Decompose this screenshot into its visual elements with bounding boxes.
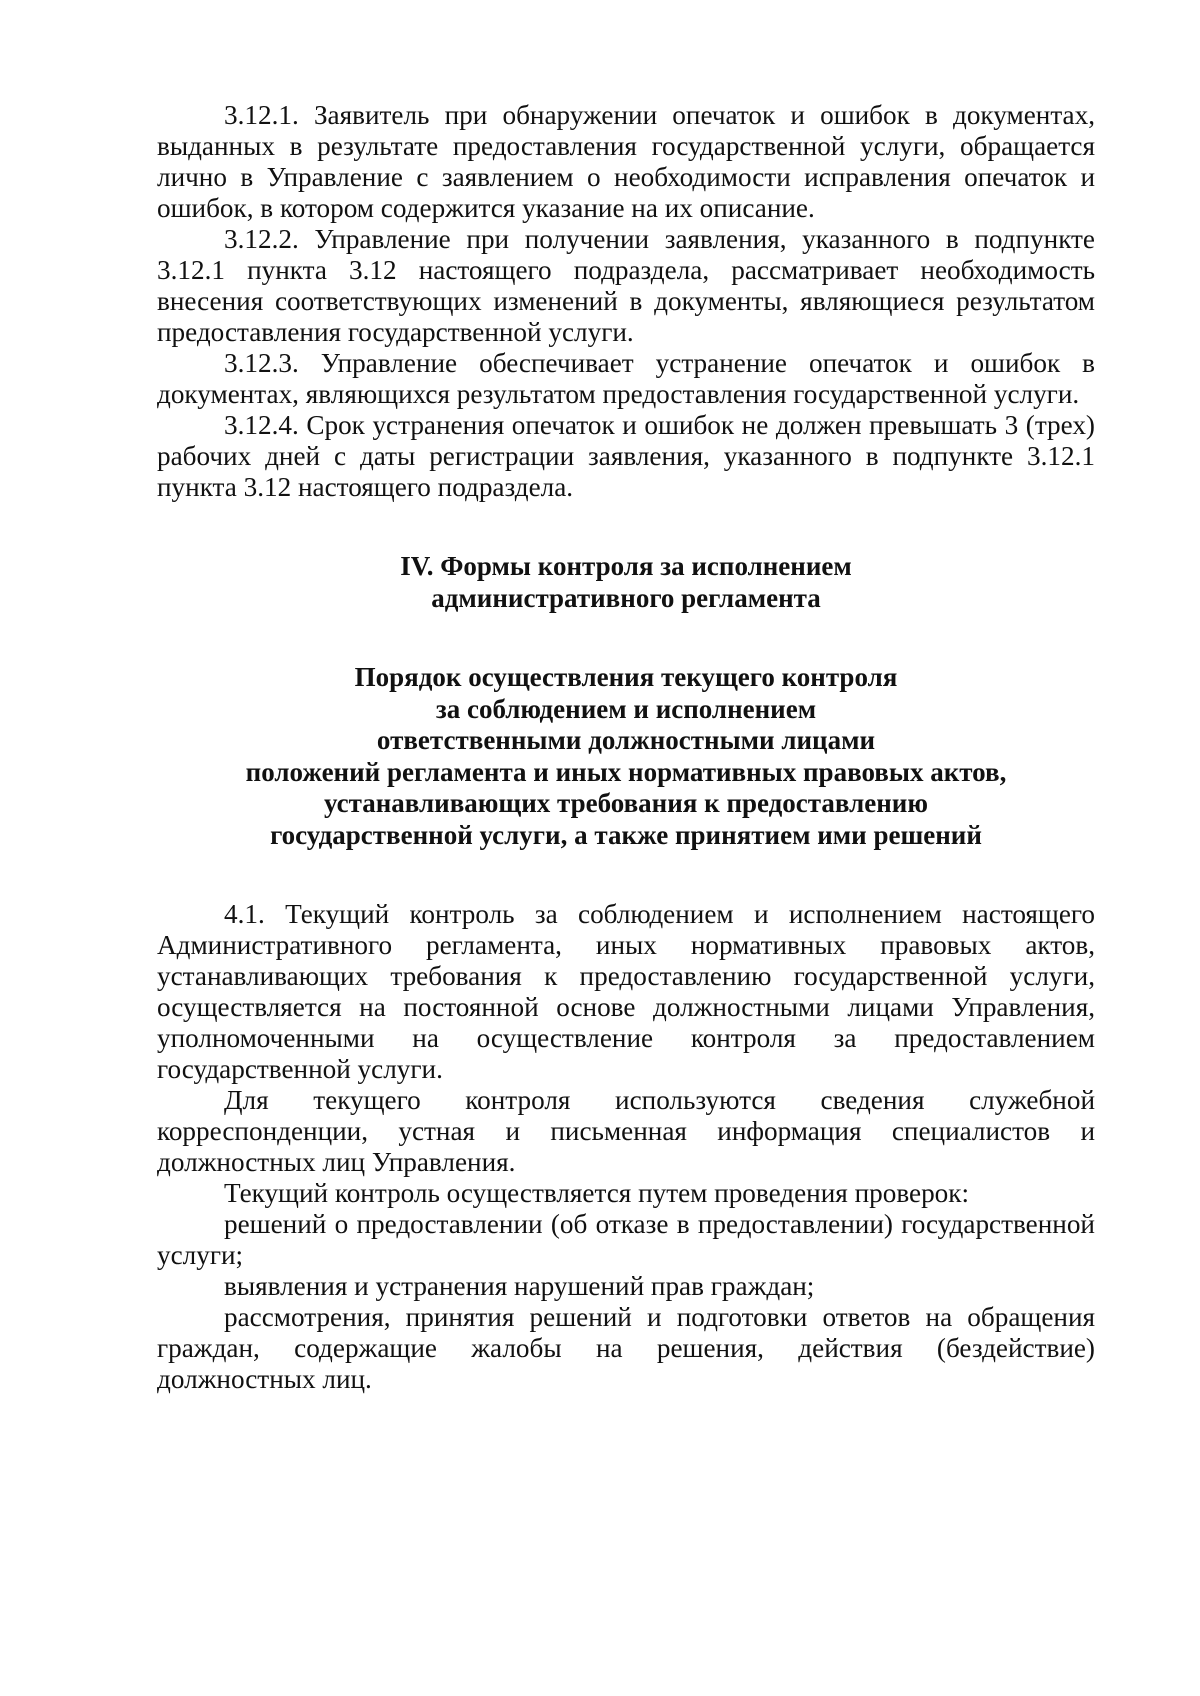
section-4-subtitle-line: Порядок осуществления текущего контроля <box>354 662 898 692</box>
paragraph-3-12-3: 3.12.3. Управление обеспечивает устранение опечаток и ошибок в документах, являющихся результатом предоставления государственной услуги. <box>157 348 1095 409</box>
section-4-subtitle-line: государственной услуги, а также принятием ими решений <box>270 819 982 850</box>
section-4-subtitle-line: за соблюдением и исполнением <box>435 693 817 724</box>
paragraph-3-12-2: 3.12.2. Управление при получении заявления, указанного в подпункте 3.12.1 пункта 3.12 настоящего подраздела, рассматривает необходимость внесения соответствующих изменений в документы, являющиеся результатом предоставления государственной услуги. <box>157 224 1095 347</box>
paragraph-checks-intro: Текущий контроль осуществляется путем проведения проверок: <box>224 1178 970 1208</box>
paragraph-3-12-4: 3.12.4. Срок устранения опечаток и ошибок не должен превышать 3 (трех) рабочих дней с даты регистрации заявления, указанного в подпункте 3.12.1 пункта 3.12 настоящего подраздела. <box>157 410 1095 502</box>
paragraph-3-12-1: 3.12.1. Заявитель при обнаружении опечаток и ошибок в документах, выданных в результате предоставления государственной услуги, обращается лично в Управление с заявлением о необходимости исправления опечаток и ошибок, в котором содержится указание на их описание. <box>157 100 1095 223</box>
paragraph-check-item: рассмотрения, принятия решений и подготовки ответов на обращения граждан, содержащие жалобы на решения, действия (бездействие) должностных лиц. <box>157 1302 1095 1394</box>
paragraph-control-sources: Для текущего контроля используются сведения служебной корреспонденции, устная и письменная информация специалистов и должностных лиц Управления. <box>157 1085 1095 1177</box>
paragraph-check-item: решений о предоставлении (об отказе в предоставлении) государственной услуги; <box>157 1209 1095 1270</box>
document-page <box>157 100 1095 1395</box>
section-4-title <box>157 551 1095 614</box>
section-4-subtitle-line: ответственными должностными лицами <box>376 725 876 755</box>
section-4-title-line: административного регламента <box>431 582 821 613</box>
section-4-title-line: IV. Формы контроля за исполнением <box>400 551 852 581</box>
section-4-subtitle <box>157 662 1095 851</box>
section-4-body <box>157 899 1095 1395</box>
paragraph-check-item: выявления и устранения нарушений прав граждан; <box>224 1271 815 1301</box>
section-4-subtitle-line: устанавливающих требования к предоставлению <box>323 788 928 818</box>
section-3-12-body <box>157 100 1095 503</box>
section-4-subtitle-line: положений регламента и иных нормативных правовых актов, <box>245 756 1007 787</box>
paragraph-4-1: 4.1. Текущий контроль за соблюдением и исполнением настоящего Административного регламента, иных нормативных правовых актов, устанавливающих требования к предоставлению государственной услуги, осуществляется на постоянной основе должностными лицами Управления, уполномоченными на осуществление контроля за предоставлением государственной услуги. <box>157 899 1095 1084</box>
